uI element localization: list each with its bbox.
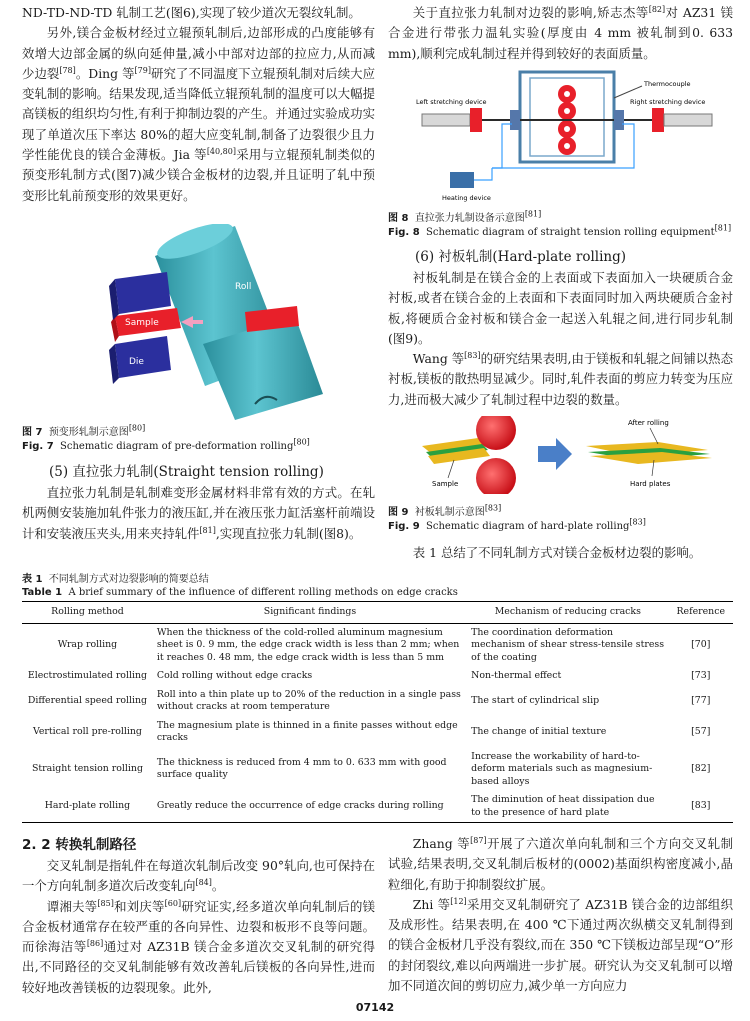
section-5-heading: (5) 直拉张力轧制(Straight tension rolling): [49, 464, 324, 480]
paragraph-zhang: Zhang 等[87]开展了六道次单向轧制和三个方向交叉轧制试验,结果表明,交叉轧制后板材的(0002)基面织构密度减小,晶粒细化,有助于抑制裂纹扩展。: [388, 835, 733, 892]
paragraph-tan: 谭湘夫等[85]和刘庆等[60]研究证实,经多道次单向轧制后的镁合金板材通常存在较严重的各向异性、边裂和板形不良等问题。而徐海洁等[86]通过对 AZ31B 镁合金多道次交叉轧制的研究得出,不同路径的交叉轧制能够有效改善轧后镁板的各向异性,进而较好地改善镁板的边裂现象。此外,: [22, 898, 376, 995]
paragraph-zhi: Zhi 等[12]采用交叉轧制研究了 AZ31B 镁合金的边部组织及成形性。结果表明,在 400 ℃下通过两次纵横交叉轧制得到的镁合金板材几乎没有裂纹,而在 350 ℃下镁板边部呈现“O”形的封闭裂纹,难以向两端进一步扩展。研究认为交叉轧制可以增加不同道次间的剪切应力,减少单一方向应力: [388, 896, 733, 994]
figure-9-hard-plate: [418, 416, 718, 494]
paragraph-vertical-roll: 另外,镁合金板材经过立辊预轧制后,边部形成的凸度能够有效增大边部金属的纵向延伸量,减小中部对边部的拉应力,从而减少边裂[78]。Ding 等[79]研究了不同温度下立辊预轧制对后续大应变轧制的影响。结果发现,适当降低立辊预轧制的温度可以大幅提高镁板的组织均匀性,有利于抑制边裂的产生。并通过实验成功实现了单道次压下率达 80%的超大应变轧制,制备了边裂很少且力学性能优良的镁合金薄板。Jia 等[40,80]采用与立辊预轧制类似的预变形轧制方式(图7)减少镁合金板材的边裂,并且证明了轧中预变形比轧前预变形的效果更好。: [22, 25, 376, 203]
table-row: Straight tension rolling The thickness is reduced from 4 mm to 0. 633 mm with good surface quality Increase the workability of hard-to-deform materials such as magnesium-based alloys [82]: [31, 750, 711, 787]
label-left-device: Left stretching device: [416, 98, 487, 106]
paragraph-table-intro: 表 1 总结了不同轧制方式对镁合金板材边裂的影响。: [412, 545, 702, 560]
table-row: Vertical roll pre-rolling The magnesium plate is thinned in a finite passes without edge cracks The change of initial texture [57]: [32, 719, 711, 743]
thermocouple-wire: [614, 86, 642, 98]
table-row: Wrap rolling When the thickness of the cold-rolled aluminum magnesium sheet is 0. 9 mm, the edge crack width is less than 2 mm; when it reaches 0. 48 mm, the edge crack width is less than 5 mm The coordination deformation mechanism of shear stress-tensile stress of the coating [70]: [57, 626, 711, 663]
table-row: Differential speed rolling Roll into a thin plate up to 20% of the reduction in a single pass without cracks at room temperature The start of cylindrical slip [77]: [27, 688, 711, 712]
left-column-top: [22, 3, 375, 206]
page-number: 07142: [355, 1001, 395, 1014]
section-2-2-heading: 2. 2 转换轧制路径: [22, 837, 137, 853]
paragraph-cross-rolling: 交叉轧制是指轧件在每道次轧制后改变 90°轧向,也可保持在一个方向轧制多道次后改变轧向[84]。: [22, 858, 375, 894]
label-thermocouple: Thermocouple: [644, 80, 691, 88]
label-sample-9: Sample: [432, 480, 459, 488]
header-mechanism: Mechanism of reducing cracks: [467, 602, 668, 624]
table-row: Hard-plate rolling Greatly reduce the occurrence of edge cracks during rolling The diminution of heat dissipation due to the presence of hard plate [83]: [22, 791, 733, 823]
figure-7-caption: 图 7 预变形轧制示意图[80] Fig. 7 Schematic diagram of pre-deformation rolling[80]: [22, 423, 310, 452]
right-column-section6: [388, 246, 733, 410]
section-6-heading: (6) 衬板轧制(Hard-plate rolling): [415, 249, 627, 265]
label-hard-plates: Hard plates: [630, 480, 671, 488]
heating-wires: [472, 124, 634, 180]
paragraph-jiao: 关于直拉张力轧制对边裂的影响,矫志杰等[82]对 AZ31 镁合金进行带张力温轧实验(厚度由 4 mm 被轧制到0. 633 mm),顺利完成轧制过程并得到较好的表面质量。: [388, 4, 733, 61]
figure-8-caption: 图 8 直拉张力轧制设备示意图[81] Fig. 8 Schematic diagram of straight tension rolling equipment[81]: [388, 209, 732, 238]
table-1-caption: 表 1 不同轧制方式对边裂影响的简要总结 Table 1 A brief summary of the influence of different rolling methods on edge cracks: [22, 574, 458, 598]
label-sample: Sample: [125, 318, 159, 328]
left-column-section5: [22, 461, 375, 544]
label-die: Die: [129, 357, 144, 367]
bottom-right-column: [388, 834, 733, 996]
pre-deformation-diagram: [85, 224, 340, 420]
figure-7-pre-deformation: [85, 224, 340, 420]
hard-plate-diagram: [418, 416, 718, 494]
header-findings: Significant findings: [153, 602, 467, 624]
label-right-device: Right stretching device: [630, 98, 706, 106]
right-column-table-intro: [388, 543, 733, 563]
plates-after: [586, 442, 712, 464]
paragraph-hard-plate: 衬板轧制是在镁合金的上表面或下表面加入一块硬质合金衬板,或者在镁合金的上表面和下表面同时加入两块硬质合金衬板,将硬质合金衬板和镁合金一起送入轧辊之间,进行同步轧制(图9)。: [388, 270, 733, 346]
table-1: [22, 601, 733, 823]
label-after-rolling: After rolling: [628, 419, 669, 427]
bottom-left-column: [22, 834, 375, 998]
paragraph-wang: Wang 等[83]的研究结果表明,由于镁板和轧辊之间铺以热态衬板,镁板的散热明显减少。同时,轧件表面的剪应力转变为压应力,进而极大减少了轧制过程中边裂的数量。: [388, 351, 733, 407]
heating-device: [450, 172, 474, 188]
paragraph-nd-td: ND-TD-ND-TD 轧制工艺(图6),实现了较少道次无裂纹轧制。: [22, 5, 361, 20]
table-row: Electrostimulated rolling Cold rolling without edge cracks Non-thermal effect [73]: [27, 670, 711, 681]
label-heating-device: Heating device: [442, 194, 491, 202]
plates-before: [422, 438, 490, 464]
process-arrow: [538, 438, 572, 470]
summary-table: [22, 601, 733, 823]
lower-roll-9: [476, 458, 516, 494]
right-column-top: [388, 3, 733, 64]
straight-tension-diagram: [412, 68, 722, 208]
figure-9-caption: 图 9 衬板轧制示意图[83] Fig. 9 Schematic diagram of hard-plate rolling[83]: [388, 503, 646, 532]
figure-8-straight-tension: [412, 68, 722, 208]
table-header-row: [22, 602, 733, 624]
label-roll: Roll: [235, 282, 252, 292]
header-rolling-method: Rolling method: [22, 602, 153, 624]
paragraph-straight-tension: 直拉张力轧制是轧制难变形金属材料非常有效的方式。在轧机两侧安装施加轧件张力的液压缸,并在液压张力缸活塞杆前端设计和安装液压夹头,用来夹持轧件[81],实现直拉张力轧制(图8)。: [22, 485, 375, 541]
header-reference: Reference: [669, 602, 733, 624]
